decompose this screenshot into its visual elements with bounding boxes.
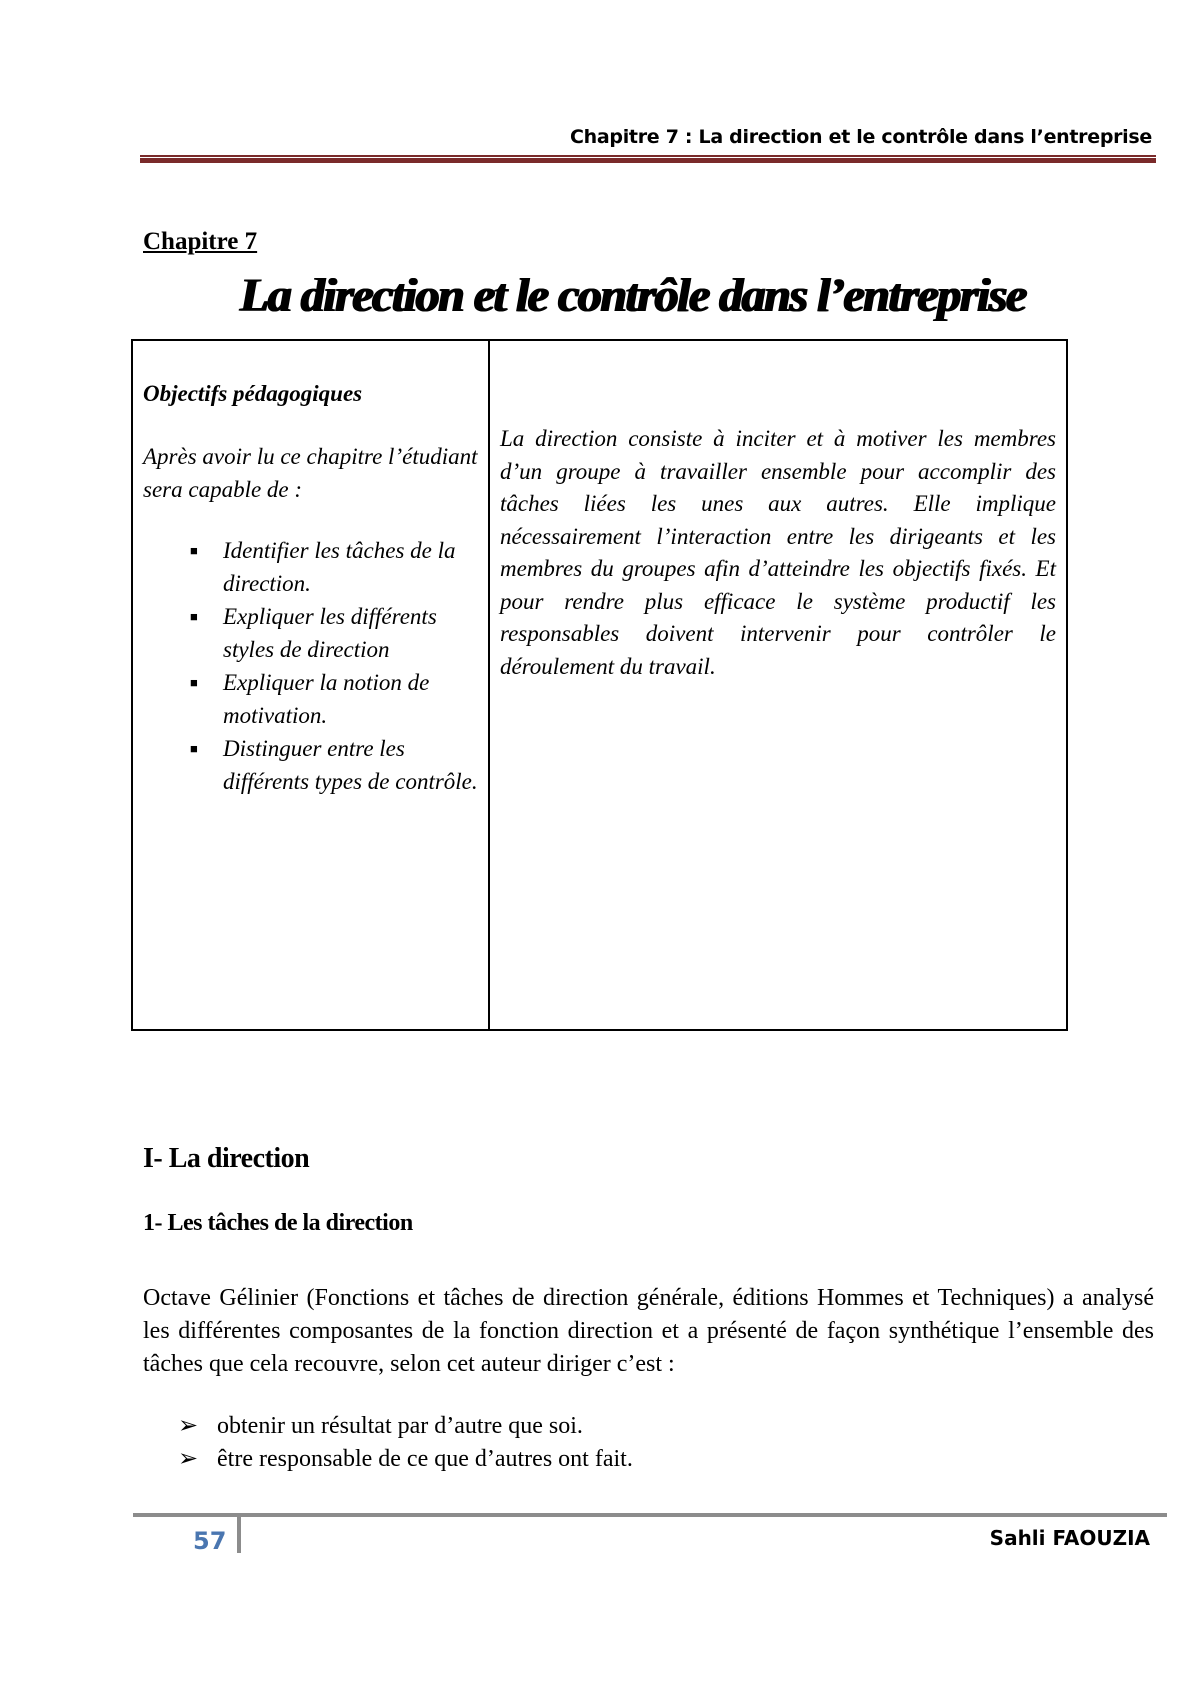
objective-item: ■ Distinguer entre les différents types de contrôle. (223, 732, 478, 798)
running-header: Chapitre 7 : La direction et le contrôle dans l’entreprise (570, 126, 1152, 148)
objectives-heading: Objectifs pédagogiques (143, 381, 363, 406)
objectives-column (133, 341, 490, 1029)
chapter-title: La direction et le contrôle dans l’entreprise (240, 269, 1026, 322)
chapter-label: Chapitre 7 (143, 228, 258, 255)
header-rule-thick (140, 158, 1156, 163)
objectives-list (143, 534, 478, 798)
page-number: 57 (193, 1527, 227, 1555)
body-paragraph: Octave Gélinier (Fonctions et tâches de direction générale, éditions Hommes et Techniques) a analysé les différentes composantes de la fonction direction et a présenté de façon synthétique l’ensemble des tâches que cela recouvre, selon cet auteur diriger c’est : (143, 1285, 1154, 1377)
body-list-item: ➢ être responsable de ce que d’autres ont fait. (178, 1443, 1138, 1476)
summary-column (490, 341, 1066, 1029)
subsection-heading: 1- Les tâches de la direction (143, 1210, 413, 1236)
header-rule (140, 155, 1156, 157)
body-list (178, 1410, 1138, 1476)
objectives-table (131, 339, 1068, 1031)
footer-rule (133, 1513, 1167, 1517)
body-list-item: ➢ obtenir un résultat par d’autre que soi. (178, 1410, 1138, 1443)
objectives-intro: Après avoir lu ce chapitre l’étudiant sera capable de : (143, 444, 478, 502)
objective-item: ■ Identifier les tâches de la direction. (223, 534, 478, 600)
chapter-summary: La direction consiste à inciter et à motiver les membres d’un groupe à travailler ensemble pour accomplir des tâches liées les unes aux autres. Elle implique nécessairement l’interaction entre les dirigeants et les membres du groupes afin d’atteindre les objectifs fixés. Et pour rendre plus efficace le système productif les responsables doivent intervenir pour contrôler le déroulement du travail. (500, 426, 1056, 679)
objective-item: ■ Expliquer les différents styles de direction (223, 600, 478, 666)
author-name: Sahli FAOUZIA (989, 1526, 1150, 1550)
objective-item: ■ Expliquer la notion de motivation. (223, 666, 478, 732)
section-heading: I- La direction (143, 1143, 310, 1174)
footer-divider (237, 1513, 241, 1553)
